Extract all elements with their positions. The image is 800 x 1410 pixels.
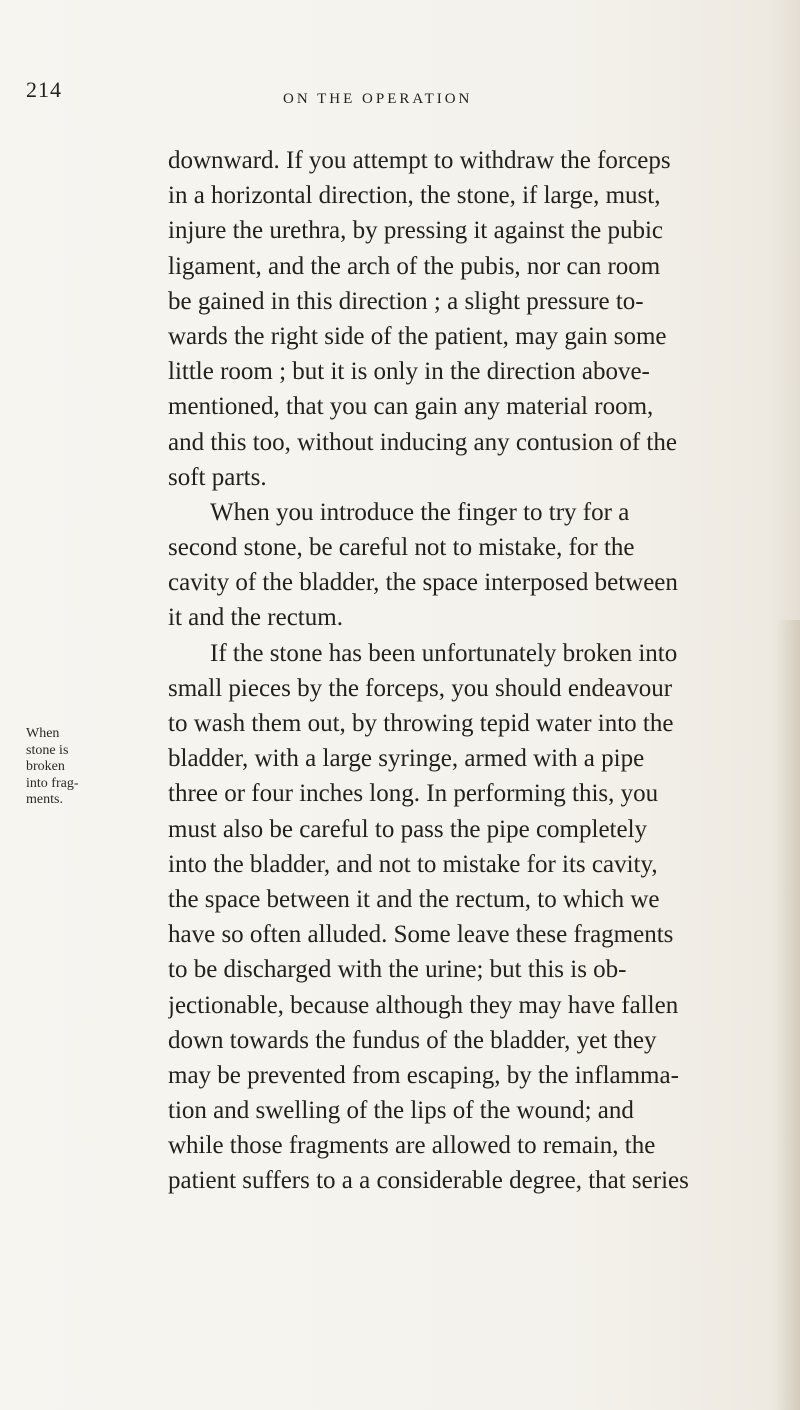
text-line: second stone, be careful not to mistake, for the [168, 534, 635, 562]
text-line: have so often alluded. Some leave these fragments [168, 921, 674, 949]
page-edge-stain [776, 620, 800, 1410]
text-line: jectionable, because although they may have fallen [168, 991, 679, 1019]
text-line: bladder, with a large syringe, armed with a pipe [168, 745, 645, 773]
text-line: down towards the fundus of the bladder, yet they [168, 1026, 657, 1054]
text-line: cavity of the bladder, the space interposed between [168, 569, 678, 597]
text-line: little room ; but it is only in the direction above- [168, 358, 650, 386]
text-line: while those fragments are allowed to remain, the [168, 1132, 656, 1160]
text-line: be gained in this direction ; a slight pressure to- [168, 287, 644, 315]
text-line: When you introduce the finger to try for a [210, 498, 630, 526]
text-line: in a horizontal direction, the stone, if large, must, [168, 182, 661, 210]
text-line: ligament, and the arch of the pubis, nor can room [168, 252, 661, 280]
text-line: may be prevented from escaping, by the inflamma- [168, 1061, 679, 1089]
text-line: wards the right side of the patient, may gain some [168, 322, 667, 350]
marginal-note-line: broken [26, 759, 65, 774]
body-text [168, 143, 768, 1199]
text-line: tion and swelling of the lips of the wound; and [168, 1097, 634, 1125]
text-line: into the bladder, and not to mistake for its cavity, [168, 850, 658, 878]
marginal-note-line: When [26, 726, 60, 741]
text-line: injure the urethra, by pressing it against the pubic [168, 217, 664, 245]
text-line: it and the rectum. [168, 604, 343, 632]
text-line: If the stone has been unfortunately broken into [210, 639, 678, 667]
text-line: the space between it and the rectum, to which we [168, 885, 660, 913]
marginal-note-line: into frag- [26, 775, 79, 791]
marginal-note [26, 726, 106, 809]
text-line: must also be careful to pass the pipe completely [168, 815, 648, 843]
text-line: to be discharged with the urine; but this is ob- [168, 956, 627, 984]
text-line: to wash them out, by throwing tepid water into the [168, 710, 674, 737]
marginal-note-line: ments. [26, 792, 63, 807]
text-line: and this too, without inducing any contusion of the [168, 428, 677, 456]
text-line: soft parts. [168, 463, 267, 491]
page-number: 214 [26, 77, 62, 102]
text-line: three or four inches long. In performing this, you [168, 780, 659, 808]
text-line: patient suffers to a a considerable degree, that series [168, 1167, 689, 1195]
text-line: small pieces by the forceps, you should endeavour [168, 674, 673, 702]
running-head: ON THE OPERATION [283, 91, 473, 107]
marginal-note-line: stone is [26, 742, 69, 758]
text-line: mentioned, that you can gain any material room, [168, 393, 654, 421]
text-line: downward. If you attempt to withdraw the forceps [168, 147, 671, 174]
